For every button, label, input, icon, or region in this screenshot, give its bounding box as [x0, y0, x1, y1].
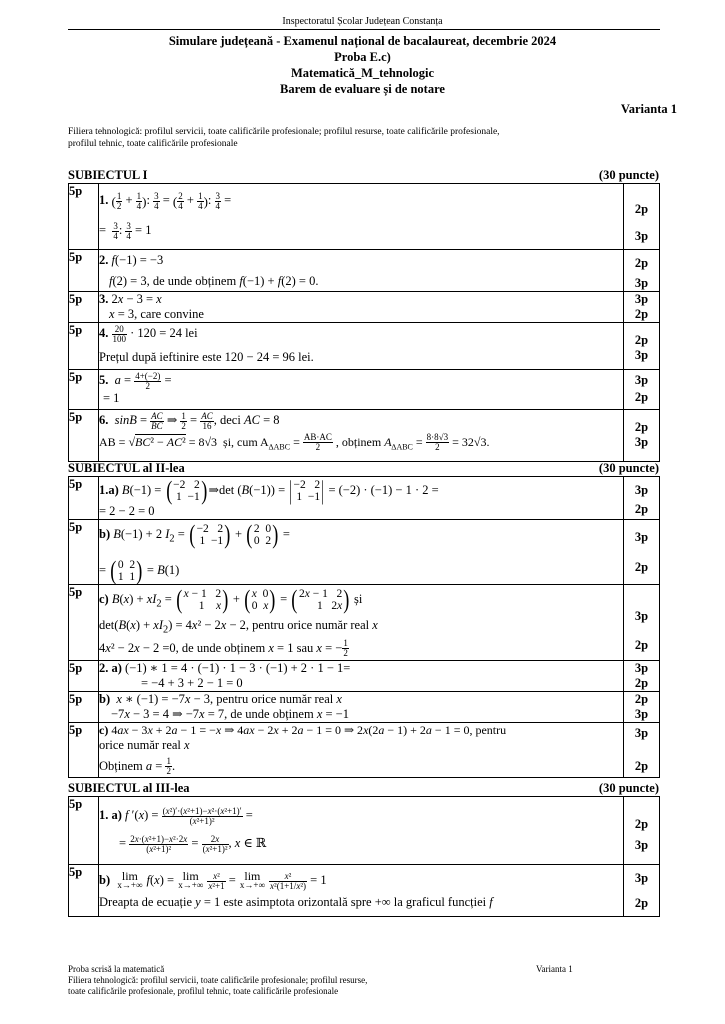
score-cell [624, 797, 660, 865]
solution-line: 1. ( $\frac{1}{2}$ + $\frac{1}{4}$ ): $\frac{3}{4}$ = ( $\frac{2}{4}$ + $\frac{1}{4}$ ): $\frac{3}{4}$ = [99, 190, 232, 211]
table-row [69, 520, 660, 585]
score-value: 3p [634, 838, 649, 852]
table-row [69, 797, 660, 865]
solution-line: f(2) = 3, de unde obținem f(−1) + f(2) = 0. [109, 274, 319, 288]
solution-cell [99, 250, 624, 292]
solution-line: $\det(B(x) + xI_2) = 4x^2 - 2x - 2$, pentru orice număr real x [99, 618, 378, 636]
score-value: 2p [634, 637, 649, 652]
score-cell [624, 722, 660, 777]
solution-cell [99, 660, 624, 691]
solution-line: 1. a) f ′(x) = $\frac{\text{(x²)′·(x²+1)−x²·(x²+1)′}}{\text{(x²+1)²}}$ = [99, 805, 253, 826]
score-value: 3p [634, 706, 649, 721]
score-cell [624, 520, 660, 585]
score-value: 2p [634, 758, 649, 773]
solution-cell [99, 292, 624, 323]
exam-subject: Matematică_M_tehnologic [290, 66, 434, 80]
solution-cell [99, 477, 624, 520]
filiera-line-2: profilul tehnic, toate calificările profesionale [68, 139, 238, 149]
row-points: 5p [69, 410, 99, 462]
solution-cell [99, 691, 624, 722]
score-cell [624, 865, 660, 917]
section-3-points: (30 puncte) [598, 781, 659, 795]
table-row [69, 250, 660, 292]
score-value: 3p [634, 483, 649, 497]
solution-cell [99, 410, 624, 462]
footer-exam: Proba scrisă la matematică [68, 964, 165, 974]
institution-header: Inspectoratul Școlar Județean Constanța [282, 16, 443, 27]
footer-filiera-1: Filiera tehnologică: profilul servicii, toate calificările profesionale; profilul resurse, [68, 975, 368, 985]
section-3-table [68, 796, 660, 917]
score-cell [624, 184, 660, 250]
row-points: 5p [69, 691, 99, 722]
solution-line: 1.a) B(−1) = (−2 2 1 −1)⇒det (B(−1)) = |−2 2 1 −1| = (−2) · (−1) − 1 · 2 = [99, 476, 439, 506]
score-cell [624, 477, 660, 520]
score-value: 3p [634, 530, 649, 545]
solution-line: c) $B(x) + xI_2 = (x - 1$ 2 1 x) + (x 0 0 x) = (2x − 1 2 1 2x) și [99, 584, 363, 614]
solution-line: x = 3, care convine [109, 307, 204, 321]
table-row [69, 477, 660, 520]
solution-line: 2. a) (−1) ∗ 1 = 4 · (−1) · 1 − 3 · (−1) + 2 · 1 − 1= [99, 660, 351, 675]
score-cell [624, 292, 660, 323]
table-row [69, 410, 660, 462]
solution-cell [99, 584, 624, 660]
solution-cell [99, 520, 624, 585]
solution-line: 3. 2x − 3 = x [99, 292, 162, 306]
solution-line: = −4 + 3 + 2 − 1 = 0 [141, 675, 243, 690]
solution-line: orice număr real x [99, 737, 190, 752]
solution-line: 4. $\frac{20}{100}$ · 120 = 24 lei [99, 323, 198, 344]
solution-cell [99, 797, 624, 865]
row-points: 5p [69, 477, 99, 520]
solution-line: Obținem a = $\frac{1}{2}$ . [99, 756, 176, 777]
row-points: 5p [69, 323, 99, 370]
exam-title: Simulare județeană - Examenul național de bacalaureat, decembrie 2024 [168, 34, 557, 48]
score-value: 3p [634, 276, 649, 290]
score-value: 3p [634, 292, 649, 306]
row-points: 5p [69, 722, 99, 777]
header-divider [68, 29, 660, 30]
solution-line: 5. a = $\frac{4+(-2)}{2}$ = [99, 370, 172, 391]
score-cell [624, 323, 660, 370]
row-points: 5p [69, 250, 99, 292]
score-cell [624, 370, 660, 410]
row-points: 5p [69, 184, 99, 250]
score-cell [624, 691, 660, 722]
score-cell [624, 660, 660, 691]
score-value: 2p [634, 307, 649, 321]
score-value: 3p [634, 435, 649, 449]
score-cell [624, 410, 660, 462]
filiera-line-1: Filiera tehnologică: profilul servicii, toate calificările profesionale; profilul resurse, toate calificările profesionale, [68, 127, 500, 137]
table-row [69, 370, 660, 410]
solution-line: 6. sinB = $\frac{AC}{BC}$ ⇒ $\frac{1}{2}$ = $\frac{AC}{16}$ , deci AC = 8 [99, 410, 280, 431]
score-value: 3p [634, 608, 649, 623]
solution-line: −7x − 3 = 4 ⇒ −7x = 7, de unde obținem x = −1 [111, 706, 349, 721]
table-row [69, 584, 660, 660]
score-value: 2p [634, 333, 649, 347]
table-row [69, 660, 660, 691]
solution-cell [99, 370, 624, 410]
score-value: 2p [634, 560, 649, 575]
score-value: 2p [634, 675, 649, 690]
solution-line: 2. f(−1) = −3 [99, 253, 164, 267]
row-points: 5p [69, 520, 99, 585]
score-value: 2p [634, 202, 649, 216]
row-points: 5p [69, 865, 99, 917]
variant-label: Varianta 1 [620, 102, 677, 116]
score-value: 3p [634, 871, 649, 885]
table-row [69, 722, 660, 777]
score-value: 3p [634, 348, 649, 362]
row-points: 5p [69, 797, 99, 865]
solution-cell [99, 323, 624, 370]
table-row [69, 292, 660, 323]
solution-line: = $\frac{3}{4}$ : $\frac{3}{4}$ = 1 [99, 220, 152, 241]
score-value: 2p [634, 896, 649, 910]
solution-cell [99, 722, 624, 777]
solution-cell [99, 184, 624, 250]
solution-line: AB = √BC² − AC² = 8√3 și, cum $A_{\Delta ABC}$ = $\frac{AB\cdot AC}{2}$ , obținem $A_{\Delta ABC}$ = $\frac{8\cdot 8√3}{2}$ = 32√3. [99, 432, 490, 453]
solution-line: = 1 [103, 390, 120, 405]
solution-line: = (0 2 1 1) = B(1) [99, 555, 180, 585]
score-value: 2p [634, 420, 649, 434]
score-value: 3p [634, 660, 649, 675]
score-value: 3p [634, 229, 649, 243]
score-value: 2p [634, 502, 649, 516]
section-1-points: (30 puncte) [598, 168, 659, 182]
score-value: 2p [634, 256, 649, 270]
section-1-table [68, 183, 660, 462]
row-points: 5p [69, 292, 99, 323]
table-row [69, 323, 660, 370]
score-value: 2p [634, 390, 649, 404]
solution-line: = 2 − 2 = 0 [99, 504, 155, 519]
table-row [69, 865, 660, 917]
section-3-title: SUBIECTUL al III-lea [68, 781, 190, 795]
section-2-table [68, 476, 660, 778]
row-points: 5p [69, 584, 99, 660]
score-value: 2p [634, 817, 649, 831]
exam-proba: Proba E.c) [334, 50, 391, 64]
solution-line: = $\frac{\text{2x·(x²+1)−x²·2x}}{\text{(x²+1)²}}$ = $\frac{2x}{\text{(x²+1)²}}$ , x ∈ ℝ [119, 833, 267, 854]
solution-line: Dreapta de ecuație y = 1 este asimptota orizontală spre +∞ la graficul funcției f [99, 895, 493, 909]
table-row [69, 691, 660, 722]
solution-line: Prețul după ieftinire este 120 − 24 = 96 lei. [99, 349, 314, 364]
section-2-points: (30 puncte) [598, 461, 659, 475]
solution-line: b) lim x→+∞ f(x) = lim x→+∞ $\frac{\text{x²}}{\text{x²+1}}$ = lim x→+∞ $\frac{\text{x²}}{\text{x²(1+1/x²)}}$ = 1 [99, 869, 327, 891]
score-cell [624, 584, 660, 660]
row-points: 5p [69, 370, 99, 410]
solution-line: c) 4ax − 3x + 2a − 1 = −x ⇒ 4ax − 2x + 2a − 1 = 0 ⇒ 2x(2a − 1) + 2a − 1 = 0, pentru [99, 722, 507, 737]
filiera-note [68, 126, 628, 150]
solution-line: b) B(−1) + 2 $I_2 = (-2$ 2 1 −1) + (2 0 0 2) = [99, 520, 290, 550]
score-value: 3p [634, 373, 649, 387]
row-points: 5p [69, 660, 99, 691]
score-cell [624, 250, 660, 292]
document-title: Barem de evaluare și de notare [280, 82, 445, 96]
solution-cell [99, 865, 624, 917]
footer-filiera-2: toate calificările profesionale, profilul tehnic, toate calificările profesionale [68, 986, 339, 996]
table-row [69, 184, 660, 250]
score-value: 3p [634, 725, 649, 740]
section-2-title: SUBIECTUL al II-lea [68, 461, 185, 475]
solution-line: 4x² − 2x − 2 =0, de unde obținem x = 1 sau x = − $\frac{1}{2}$ [99, 638, 348, 659]
section-1-title: SUBIECTUL I [68, 168, 148, 182]
score-value: 2p [634, 691, 649, 706]
solution-line: b) x ∗ (−1) = −7x − 3, pentru orice număr real x [99, 691, 342, 706]
footer-variant: Varianta 1 [536, 964, 573, 974]
